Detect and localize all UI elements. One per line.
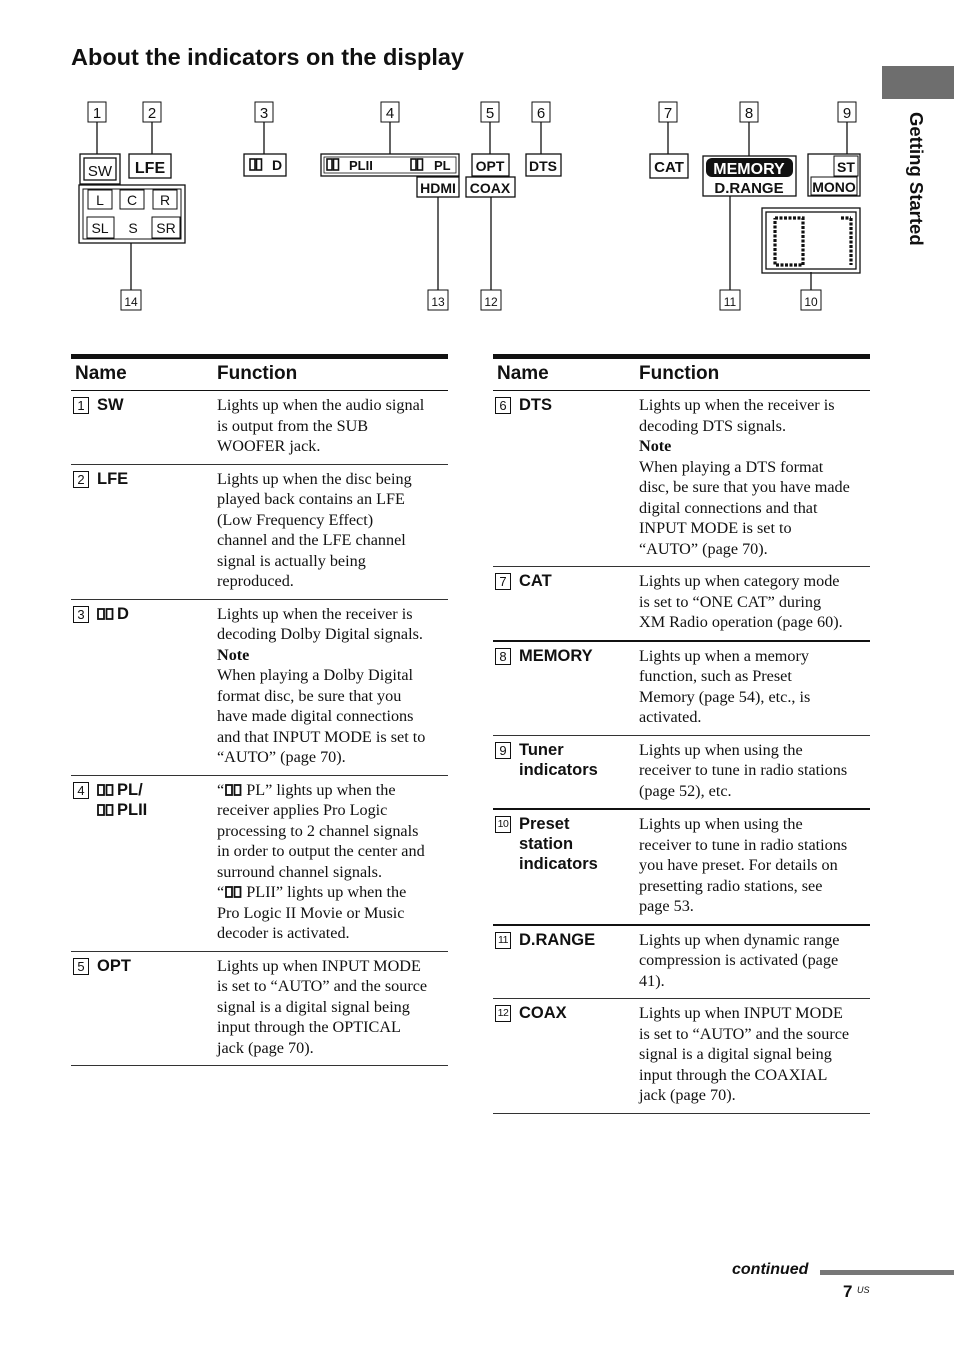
dolby-logo-icon <box>97 801 114 813</box>
note-line: disc, be sure that you have made <box>639 478 850 496</box>
item-number-badge: 11 <box>495 932 511 949</box>
callout-13 <box>428 290 448 310</box>
function-line: function, such as Preset <box>639 667 792 685</box>
function-line: jack (page 70). <box>217 1038 314 1057</box>
indicator-name <box>519 814 637 874</box>
svg-text:MEMORY: MEMORY <box>713 161 785 178</box>
table-row <box>493 391 870 567</box>
callout-12 <box>481 290 501 310</box>
function-line: is set to “AUTO” and the source <box>217 977 428 995</box>
indicator-function <box>217 604 450 768</box>
callout-1 <box>88 102 106 122</box>
note-line: When playing a DTS format <box>639 457 824 476</box>
indicator-name <box>97 395 215 415</box>
indicator-coax <box>466 177 515 197</box>
callout-11 <box>720 290 740 310</box>
function-line: processing to 2 channel signals <box>217 821 419 840</box>
indicator-sl <box>87 217 114 238</box>
function-line: XM Radio operation (page 60). <box>639 613 843 631</box>
svg-text:SR: SR <box>156 220 176 236</box>
svg-text:7: 7 <box>663 105 673 122</box>
indicator-name <box>519 1003 637 1023</box>
dolby-logo-icon <box>250 159 262 170</box>
left-indicator-table <box>71 354 448 1066</box>
indicator-name <box>519 930 637 950</box>
table-row <box>493 926 870 1000</box>
indicator-name-text: LFE <box>97 469 129 488</box>
indicator-opt <box>472 154 509 176</box>
item-number-badge: 1 <box>73 397 89 414</box>
indicator-name-text: MEMORY <box>519 646 593 665</box>
column-header-function: Function <box>217 363 298 384</box>
indicator-s <box>128 220 137 236</box>
table-row <box>493 810 870 926</box>
indicator-lfe <box>129 154 171 178</box>
indicator-name-text: OPT <box>97 956 131 975</box>
item-number-badge: 10 <box>495 816 511 833</box>
indicator-r <box>153 190 177 209</box>
callout-6 <box>532 102 550 122</box>
svg-text:R: R <box>159 192 171 208</box>
function-line: “ PLII” lights up when the <box>217 883 407 901</box>
callout-14 <box>121 290 141 310</box>
indicator-name-text: D <box>117 604 129 623</box>
indicator-function <box>639 571 872 633</box>
note-line: When playing a Dolby Digital <box>217 666 414 684</box>
indicator-name-text: Tuner indicators <box>519 740 598 779</box>
indicator-name-text: CAT <box>519 572 552 590</box>
svg-text:9: 9 <box>842 105 852 122</box>
svg-text:C: C <box>126 192 138 208</box>
item-number-badge: 2 <box>73 471 89 488</box>
indicator-dolby-digital <box>244 154 286 176</box>
svg-text:DTS: DTS <box>529 158 557 174</box>
table-row <box>71 952 448 1067</box>
svg-text:D: D <box>272 157 283 173</box>
column-header-function: Function <box>639 363 720 384</box>
item-number-badge: 3 <box>73 606 89 623</box>
function-line: jack (page 70). <box>639 1086 736 1104</box>
dolby-logo-icon <box>97 605 114 617</box>
indicator-function <box>217 395 450 457</box>
indicator-name <box>519 395 637 415</box>
svg-text:13: 13 <box>431 295 445 309</box>
item-number-badge: 7 <box>495 573 511 590</box>
function-line: presetting radio stations, see <box>639 876 823 895</box>
function-line: “ PL” lights up when the <box>217 780 396 799</box>
indicator-function <box>639 814 872 917</box>
indicator-name <box>97 469 215 489</box>
callout-10 <box>801 290 821 310</box>
indicator-name <box>519 571 637 591</box>
dolby-logo-icon <box>225 781 242 793</box>
function-line: Lights up when the audio signal <box>217 396 425 414</box>
table-row <box>71 465 448 600</box>
indicator-st-mono <box>808 154 860 196</box>
function-line: receiver to tune in radio stations <box>639 835 848 854</box>
svg-text:1: 1 <box>92 105 102 122</box>
item-number-badge: 12 <box>495 1005 511 1022</box>
indicator-name-text: DTS <box>519 396 552 414</box>
svg-text:HDMI: HDMI <box>420 180 456 196</box>
indicator-function <box>639 646 872 728</box>
page-title: About the indicators on the display <box>71 44 464 70</box>
table-header <box>71 354 448 391</box>
indicator-function <box>217 780 450 944</box>
function-line: you have preset. For details on <box>639 856 838 874</box>
indicator-l <box>88 190 112 209</box>
indicator-name-text: COAX <box>519 1004 567 1022</box>
function-line: input through the COAXIAL <box>639 1065 828 1084</box>
svg-text:PL: PL <box>434 158 451 173</box>
note-line: and that INPUT MODE is set to <box>217 727 426 746</box>
function-line: is output from the SUB <box>217 416 369 435</box>
callout-7 <box>659 102 677 122</box>
note-label: Note <box>639 437 672 455</box>
callout-9 <box>838 102 856 122</box>
callout-3 <box>255 102 273 122</box>
indicator-name <box>97 604 215 624</box>
indicator-c <box>120 190 144 209</box>
indicator-function <box>217 956 450 1059</box>
leader-lines <box>97 122 847 290</box>
function-line: surround channel signals. <box>217 862 382 881</box>
item-number-badge: 6 <box>495 397 511 414</box>
item-number-badge: 8 <box>495 648 511 665</box>
function-line: Lights up when INPUT MODE <box>217 956 421 975</box>
svg-text:L: L <box>96 192 104 208</box>
function-line: signal is actually being <box>217 551 366 570</box>
function-line: Lights up when the disc being <box>217 469 412 488</box>
svg-text:LFE: LFE <box>134 160 166 177</box>
function-line: Lights up when a memory <box>639 646 809 665</box>
table-row <box>493 642 870 736</box>
svg-text:8: 8 <box>744 105 754 122</box>
function-line: reproduced. <box>217 572 294 590</box>
column-header-name: Name <box>75 363 127 384</box>
table-header <box>493 354 870 391</box>
indicator-hdmi <box>417 177 459 197</box>
svg-text:PLII: PLII <box>349 158 373 173</box>
function-line: decoder is activated. <box>217 924 350 942</box>
table-row <box>71 776 448 952</box>
svg-text:OPT: OPT <box>475 158 505 174</box>
callout-4 <box>381 102 399 122</box>
column-header-name: Name <box>497 363 549 384</box>
function-line: decoding Dolby Digital signals. <box>217 625 423 643</box>
function-line: signal is a digital signal being <box>639 1045 832 1063</box>
svg-text:CAT: CAT <box>654 159 684 176</box>
svg-text:5: 5 <box>485 105 495 122</box>
function-line: is set to “ONE CAT” during <box>639 592 822 611</box>
right-indicator-table <box>493 354 870 1114</box>
indicator-name-text: Preset station indicators <box>519 815 598 873</box>
indicator-name <box>519 646 637 666</box>
table-row <box>493 999 870 1114</box>
indicator-dts <box>526 154 561 176</box>
table-row <box>71 600 448 776</box>
item-number-badge: 9 <box>495 742 511 759</box>
continued-bar <box>820 1270 954 1275</box>
seven-segment-digits <box>775 218 851 265</box>
channel-indicators <box>79 185 185 243</box>
function-line: input through the OPTICAL <box>217 1018 401 1036</box>
indicator-name-text: SW <box>97 396 124 414</box>
svg-text:6: 6 <box>536 105 546 122</box>
indicator-function <box>639 1003 872 1106</box>
function-line: signal is a digital signal being <box>217 997 410 1016</box>
function-line: in order to output the center and <box>217 842 425 860</box>
function-line: 41). <box>639 971 665 990</box>
indicator-function <box>217 469 450 592</box>
function-line: (page 52), etc. <box>639 781 732 800</box>
function-line: Lights up when using the <box>639 740 803 759</box>
note-line: have made digital connections <box>217 707 414 725</box>
svg-text:10: 10 <box>804 295 818 309</box>
callout-8 <box>740 102 758 122</box>
dolby-logo-icon <box>411 159 423 170</box>
function-line: Pro Logic II Movie or Music <box>217 903 405 922</box>
dolby-logo-icon <box>97 781 114 793</box>
callout-5 <box>481 102 499 122</box>
item-number-badge: 5 <box>73 958 89 975</box>
svg-text:S: S <box>128 220 138 236</box>
indicator-sr <box>152 217 180 238</box>
function-line: compression is activated (page <box>639 951 839 969</box>
table-row <box>71 391 448 465</box>
indicator-function <box>639 930 872 992</box>
indicator-function <box>639 740 872 802</box>
indicator-drange: D.RANGE <box>714 180 784 197</box>
indicator-st: ST <box>837 159 855 175</box>
function-line: Lights up when the receiver is <box>639 396 835 414</box>
function-line: channel and the LFE channel <box>217 531 406 549</box>
indicator-name <box>97 780 215 820</box>
continued-label: continued <box>732 1261 809 1278</box>
svg-text:4: 4 <box>385 105 395 122</box>
svg-text:14: 14 <box>124 295 138 309</box>
note-line: INPUT MODE is set to <box>639 519 792 537</box>
table-row <box>493 567 870 642</box>
function-line: receiver to tune in radio stations <box>639 761 848 779</box>
table-row <box>493 736 870 811</box>
indicator-name <box>519 740 637 780</box>
function-line: WOOFER jack. <box>217 437 321 455</box>
svg-text:COAX: COAX <box>469 180 511 196</box>
indicator-mono: MONO <box>812 179 856 195</box>
svg-text:SW: SW <box>87 163 113 180</box>
svg-text:SL: SL <box>91 220 109 236</box>
function-line: activated. <box>639 708 702 726</box>
note-line: format disc, be sure that you <box>217 686 402 705</box>
svg-text:3: 3 <box>259 105 269 122</box>
callout-2 <box>143 102 161 122</box>
note-label: Note <box>217 645 250 664</box>
function-line: receiver applies Pro Logic <box>217 801 388 819</box>
note-line: “AUTO” (page 70). <box>217 748 346 766</box>
preset-station-display <box>762 208 860 273</box>
svg-text:12: 12 <box>484 295 498 309</box>
svg-text:11: 11 <box>723 295 737 309</box>
note-line: digital connections and that <box>639 498 818 517</box>
function-line: decoding DTS signals. <box>639 416 787 435</box>
function-line: is set to “AUTO” and the source <box>639 1024 850 1043</box>
indicator-cat <box>650 154 688 178</box>
indicator-name-text: D.RANGE <box>519 930 596 949</box>
function-line: Lights up when using the <box>639 815 803 833</box>
note-line: “AUTO” (page 70). <box>639 539 768 558</box>
function-line: played back contains an LFE <box>217 490 405 508</box>
function-line: page 53. <box>639 897 694 915</box>
indicator-function <box>639 395 872 559</box>
function-line: (Low Frequency Effect) <box>217 510 374 529</box>
dolby-logo-icon <box>327 159 339 170</box>
indicator-name-text: PLII <box>117 800 148 819</box>
function-line: Lights up when INPUT MODE <box>639 1004 843 1022</box>
function-line: Lights up when dynamic range <box>639 930 840 949</box>
function-line: Memory (page 54), etc., is <box>639 687 811 706</box>
function-line: Lights up when category mode <box>639 572 840 590</box>
svg-text:2: 2 <box>147 105 157 122</box>
section-side-label: Getting Started <box>906 112 927 246</box>
function-line: Lights up when the receiver is <box>217 604 413 623</box>
indicator-memory-drange <box>703 156 796 197</box>
indicator-name-text: PL/ <box>117 780 143 799</box>
page-number-suffix: US <box>857 1285 870 1295</box>
indicator-pro-logic <box>321 154 459 176</box>
display-indicator-diagram <box>0 0 954 330</box>
indicator-sw <box>80 154 120 184</box>
page-number: 7 <box>843 1282 853 1301</box>
dolby-logo-icon <box>225 883 242 895</box>
item-number-badge: 4 <box>73 782 89 799</box>
indicator-name <box>97 956 215 976</box>
